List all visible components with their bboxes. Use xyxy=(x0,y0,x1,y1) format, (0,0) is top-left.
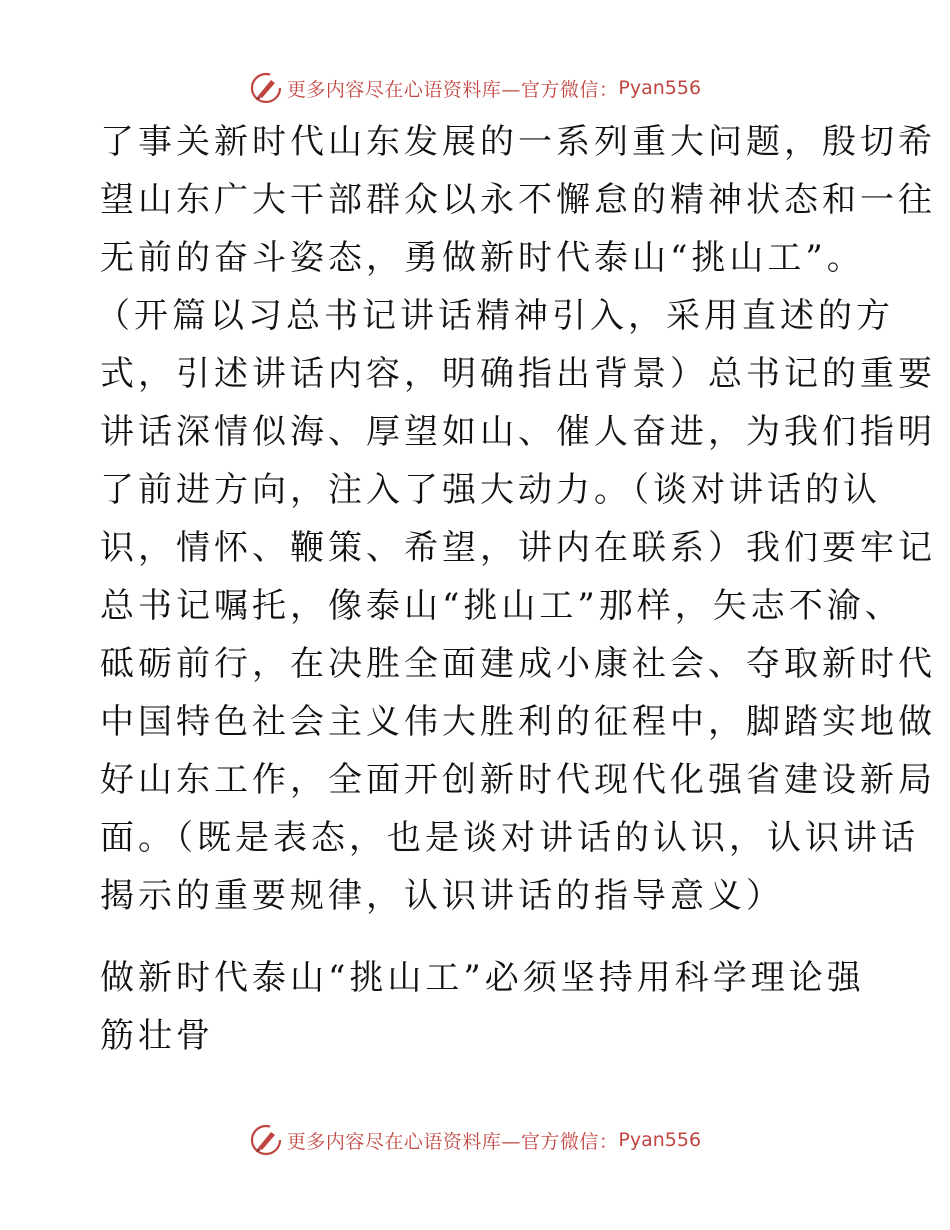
paragraph-line: 揭示的重要规律，认识讲话的指导意义） xyxy=(100,876,784,916)
watermark-id: Pyan556 xyxy=(618,77,702,99)
paragraph-line: 了前进方向，注入了强大动力。（谈对讲话的认 xyxy=(100,470,881,510)
paragraph-line: 好山东工作，全面开创新时代现代化强省建设新局 xyxy=(100,760,936,800)
paragraph-line: 讲话深情似海、厚望如山、催人奋进，为我们指明 xyxy=(100,412,936,452)
paragraph-line: 式，引述讲话内容，明确指出背景）总书记的重要 xyxy=(100,354,936,394)
brush-logo-icon xyxy=(249,1123,283,1157)
watermark-text: 更多内容尽在心语资料库—官方微信： xyxy=(286,1130,619,1153)
paragraph-line: （开篇以习总书记讲话精神引入，采用直述的方 xyxy=(96,296,894,336)
paragraph-line: 总书记嘱托，像泰山“挑山工”那样，矢志不渝、 xyxy=(100,586,903,626)
header-watermark xyxy=(0,68,950,108)
section-heading-line: 做新时代泰山“挑山工”必须坚持用科学理论强 xyxy=(100,958,865,998)
paragraph-line: 中国特色社会主义伟大胜利的征程中，脚踏实地做 xyxy=(100,702,936,742)
paragraph-line: 面。（既是表态，也是谈对讲话的认识，认识讲话 xyxy=(100,818,919,858)
watermark-id: Pyan556 xyxy=(618,1129,702,1151)
brush-logo-icon xyxy=(249,71,283,105)
paragraph-line: 无前的奋斗姿态，勇做新时代泰山“挑山工”。 xyxy=(100,238,865,278)
watermark-text: 更多内容尽在心语资料库—官方微信： xyxy=(286,78,619,101)
paragraph-line: 了事关新时代山东发展的一系列重大问题，殷切希 xyxy=(100,122,936,162)
section-heading-line: 筋壮骨 xyxy=(100,1016,214,1056)
paragraph-line: 砥砺前行，在决胜全面建成小康社会、夺取新时代 xyxy=(100,644,936,684)
paragraph-line: 识，情怀、鞭策、希望，讲内在联系）我们要牢记 xyxy=(100,528,936,568)
paragraph-line: 望山东广大干部群众以永不懈怠的精神状态和一往 xyxy=(100,180,936,220)
footer-watermark xyxy=(0,1120,950,1160)
